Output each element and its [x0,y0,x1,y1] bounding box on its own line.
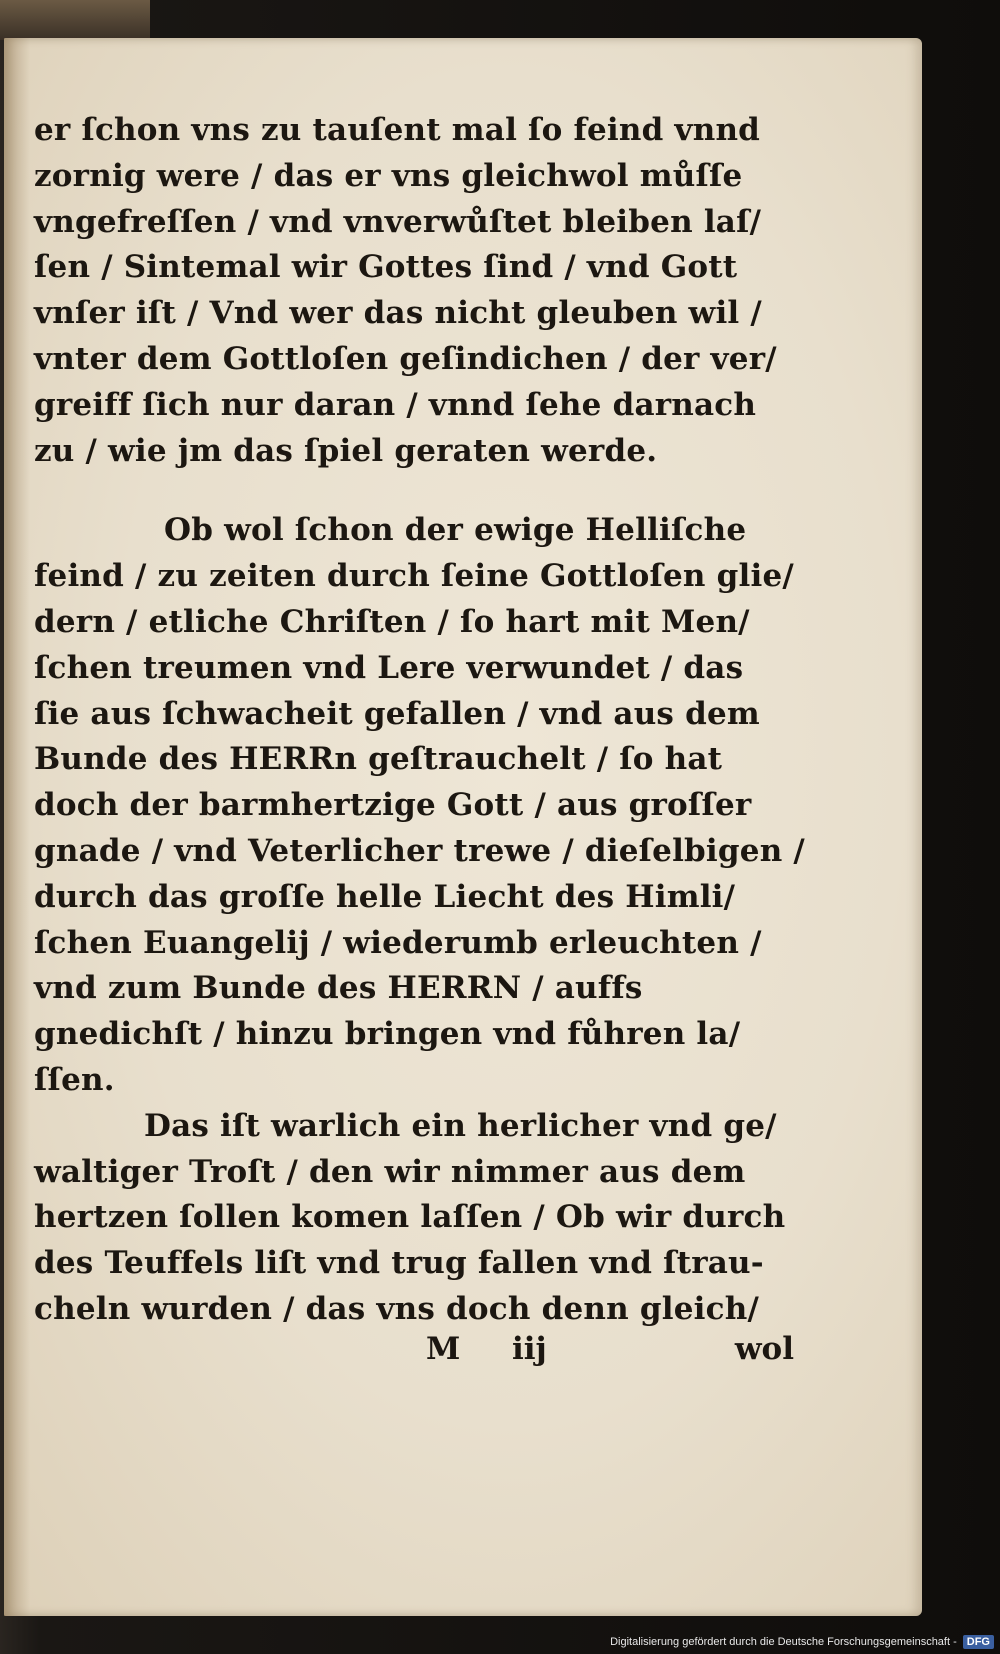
text-line: vnter dem Gottloſen geſindichen / der ver/ [34,340,777,377]
text-line: ſen / Sintemal wir Gottes ſind / vnd Gott [34,249,738,286]
text-line: des Teuffels liſt vnd trug fallen vnd ſtrau- [34,1245,764,1282]
text-line: feind / zu zeiten durch ſeine Gottloſen glie/ [34,558,794,595]
text-line: zornig were / das er vns gleichwol můſſe [34,157,743,194]
signature-number: iij [512,1331,547,1367]
text-line: gnade / vnd Veterlicher trewe / dieſelbigen / [34,832,805,869]
text-line: vnſer iſt / Vnd wer das nicht gleuben wil / [34,295,762,332]
text-line: Das iſt warlich ein herlicher vnd ge/ [144,1107,777,1144]
credit-text: Digitalisierung gefördert durch die Deutsche Forschungsgemeinschaft - [610,1636,957,1648]
digitization-credit [610,1632,994,1652]
page-gutter-shadow [4,38,30,1616]
text-line: waltiger Troſt / den wir nimmer aus dem [34,1153,746,1190]
text-line: dern / etliche Chriſten / ſo hart mit Men/ [34,603,750,640]
text-line: vngefreſſen / vnd vnverwůſtet bleiben laſ/ [34,203,762,240]
text-line: er ſchon vns zu tauſent mal ſo feind vnnd [34,112,761,148]
text-line: ſchen treumen vnd Lere verwundet / das [34,649,744,686]
signature-mark: M [426,1331,461,1367]
binding-strip [0,0,150,40]
text-line: hertzen ſollen komen laſſen / Ob wir durch [34,1199,786,1236]
text-line: ſie aus ſchwacheit gefallen / vnd aus dem [34,695,760,732]
text-line: durch das groſſe helle Liecht des Himli/ [34,878,736,915]
signature-line [34,1331,794,1377]
text-line: vnd zum Bunde des HERRN / auffs [34,970,643,1007]
page-text [34,108,805,1333]
catchword: wol [734,1331,794,1367]
text-line: doch der barmhertzige Gott / aus groſſer [34,787,752,824]
text-line: Bunde des HERRn geſtrauchelt / ſo hat [34,741,723,778]
text-line: zu / wie jm das ſpiel geraten werde. [34,432,658,469]
text-line: ſſen. [34,1061,115,1098]
paragraph-gap [34,474,794,508]
text-line: Ob wol ſchon der ewige Helliſche [164,512,747,549]
text-line: greiff ſich nur daran / vnnd ſehe darnach [34,386,757,423]
dfg-logo: DFG [963,1635,994,1649]
text-line: gnedichſt / hinzu bringen vnd fůhren la/ [34,1016,741,1053]
text-line: ſchen Euangelij / wiederumb erleuchten / [34,924,762,961]
text-line: cheln wurden / das vns doch denn gleich/ [34,1290,759,1327]
